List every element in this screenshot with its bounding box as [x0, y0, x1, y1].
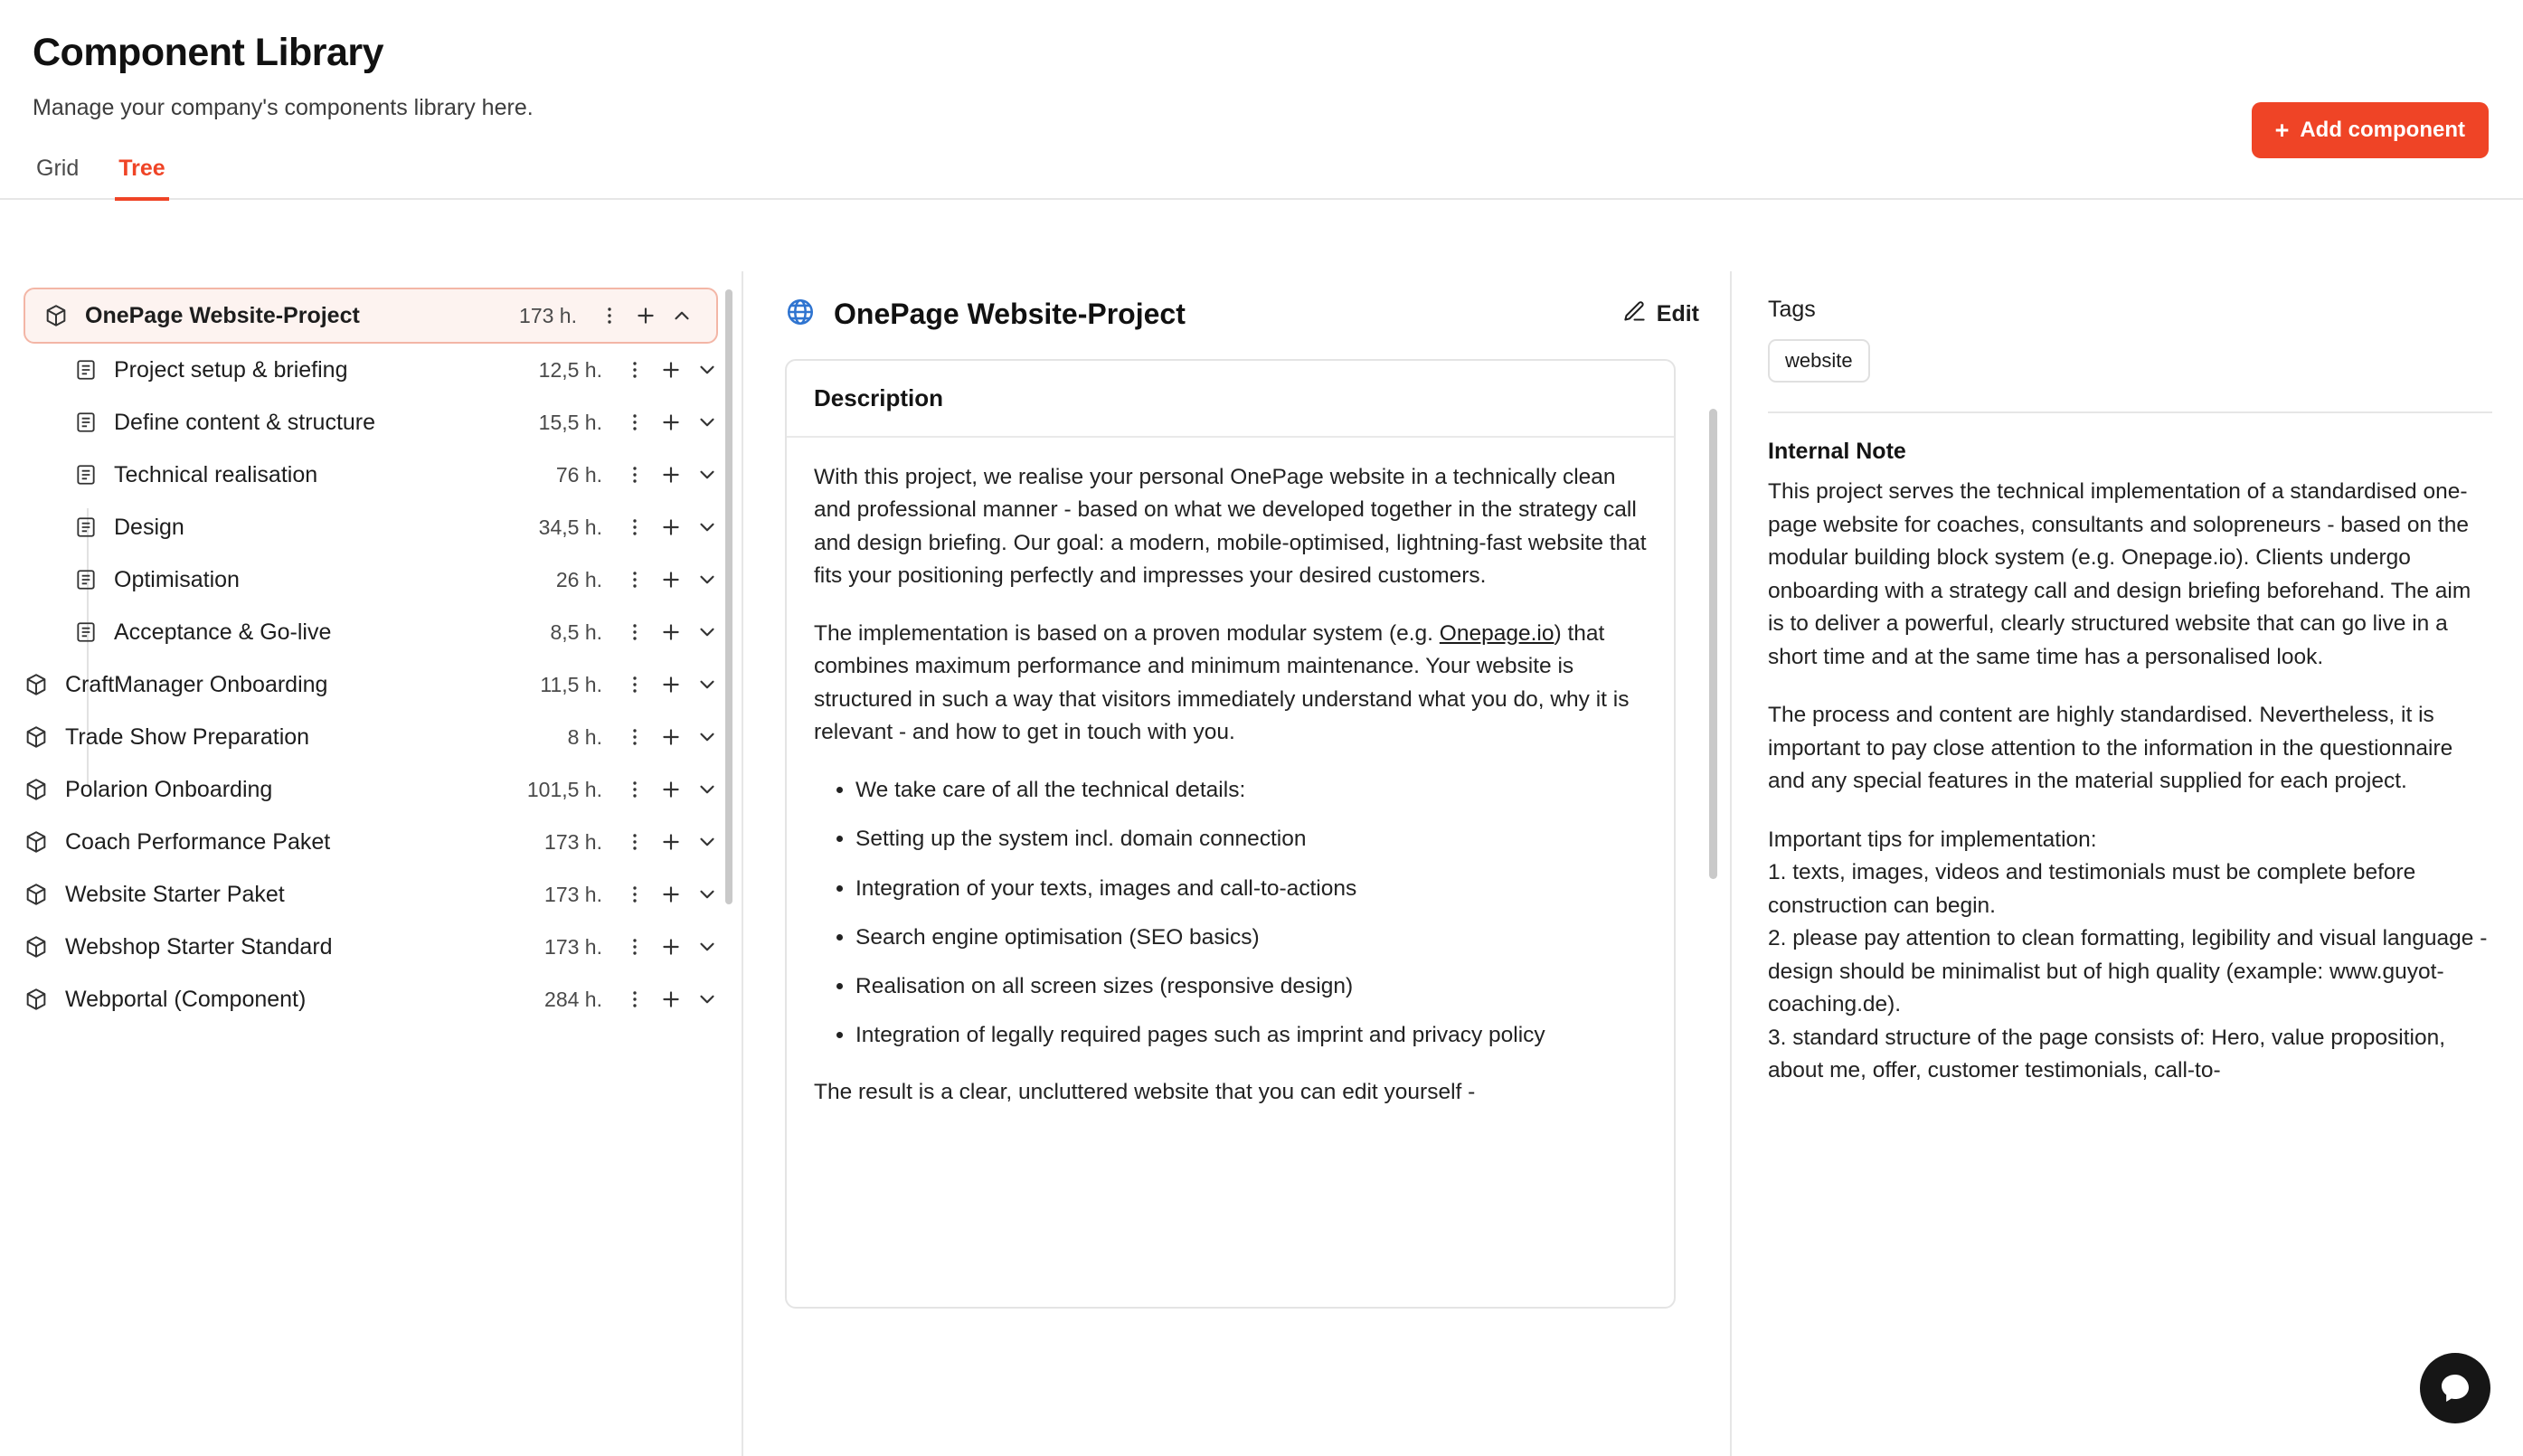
cube-icon — [24, 987, 49, 1012]
add-child-icon[interactable] — [653, 614, 689, 650]
more-options-icon[interactable] — [617, 824, 653, 860]
tree-row-label: Webshop Starter Standard — [65, 933, 333, 960]
meta-divider — [1768, 411, 2492, 413]
tree-row-label: Trade Show Preparation — [65, 723, 310, 750]
tree-row-hours: 11,5 h. — [540, 672, 602, 696]
description-paragraph-2-after: ) that combines maximum performance and minimum maintenance. Your website is structured in such a way that visitors immediately understand what you do, why it is relevant - and how to get in touch with you. — [814, 621, 1630, 744]
detail-header — [785, 297, 1699, 332]
add-component-label: Add component — [2300, 118, 2465, 142]
detail-title: OnePage Website-Project — [834, 298, 1186, 330]
tree-row-label: Polarion Onboarding — [65, 776, 273, 802]
component-detail-panel — [743, 271, 1732, 1456]
edit-button[interactable] — [1622, 299, 1699, 330]
more-options-icon[interactable] — [617, 614, 653, 650]
add-child-icon[interactable] — [653, 981, 689, 1017]
tree-row[interactable] — [0, 711, 742, 763]
tree-row[interactable] — [24, 288, 718, 344]
add-child-icon[interactable] — [653, 509, 689, 545]
chevron-down-icon[interactable] — [689, 562, 725, 598]
chevron-down-icon[interactable] — [689, 824, 725, 860]
add-child-icon[interactable] — [653, 562, 689, 598]
add-child-icon[interactable] — [653, 667, 689, 703]
page-title: Component Library — [33, 31, 384, 74]
chat-bubble-icon[interactable] — [2420, 1353, 2490, 1423]
tree-row[interactable] — [0, 344, 742, 396]
add-child-icon[interactable] — [653, 719, 689, 755]
tree-row-label: Project setup & briefing — [114, 356, 348, 383]
cube-icon — [24, 829, 49, 855]
chevron-down-icon[interactable] — [689, 509, 725, 545]
tree-row-hours: 173 h. — [544, 934, 602, 959]
component-meta-panel — [1732, 271, 2523, 1456]
cube-icon — [24, 672, 49, 697]
tree-row[interactable] — [0, 501, 742, 553]
chevron-down-icon[interactable] — [689, 876, 725, 912]
description-bullet: • Setting up the system incl. domain connection — [855, 823, 1647, 856]
description-bullet: • Integration of legally required pages such as imprint and privacy policy — [855, 1019, 1647, 1052]
more-options-icon[interactable] — [617, 404, 653, 440]
tree-row[interactable] — [0, 658, 742, 711]
more-options-icon[interactable] — [617, 667, 653, 703]
document-icon — [74, 463, 98, 487]
add-child-icon[interactable] — [628, 298, 664, 334]
tree-row[interactable] — [0, 553, 742, 606]
document-icon — [74, 515, 98, 539]
tree-row-label: Webportal (Component) — [65, 986, 307, 1012]
more-options-icon[interactable] — [617, 562, 653, 598]
add-child-icon[interactable] — [653, 404, 689, 440]
description-paragraph-3: The result is a clear, uncluttered website that you can edit yourself - — [814, 1079, 1476, 1104]
chevron-down-icon[interactable] — [689, 929, 725, 965]
tree-scrollbar[interactable] — [725, 289, 732, 904]
tree-row-label: Design — [114, 514, 184, 540]
main-columns — [0, 271, 2523, 1456]
description-card-title: Description — [787, 361, 1674, 438]
chevron-down-icon[interactable] — [689, 457, 725, 493]
cube-icon — [24, 724, 49, 750]
more-options-icon[interactable] — [617, 929, 653, 965]
internal-note-tip-3: 3. standard structure of the page consists of: Hero, value proposition, about me, offer, customer testimonials, call-to- — [1768, 1025, 2446, 1083]
tree-row[interactable] — [0, 816, 742, 868]
tree-row[interactable] — [0, 449, 742, 501]
chevron-down-icon[interactable] — [689, 404, 725, 440]
tree-row[interactable] — [0, 763, 742, 816]
onepage-link[interactable]: Onepage.io — [1439, 621, 1554, 646]
tree-row-hours: 8,5 h. — [550, 619, 602, 644]
internal-note-paragraph-1: This project serves the technical implementation of a standardised one-page website for coaches, consultants and solopreneurs - based on the modular building block system (e.g. Onepage.io). Clients undergo onboarding with a strategy call and design briefing beforehand. The aim is to deliver a powerful, clearly structured website that can go live in a short time and at the same time has a personalised look. — [1768, 479, 2471, 669]
chevron-down-icon[interactable] — [689, 981, 725, 1017]
tab-grid[interactable]: Grid — [36, 156, 80, 181]
view-tabs — [0, 156, 2523, 200]
page-header — [0, 0, 2523, 121]
description-card — [785, 359, 1676, 1309]
chevron-down-icon[interactable] — [689, 771, 725, 808]
tag-chip[interactable]: website — [1768, 339, 1870, 383]
description-bullet: • Integration of your texts, images and call-to-actions — [855, 873, 1647, 905]
cube-icon — [24, 882, 49, 907]
add-child-icon[interactable] — [653, 824, 689, 860]
add-child-icon[interactable] — [653, 352, 689, 388]
page-subtitle: Manage your company's components library here. — [33, 95, 534, 120]
tree-row-label: Technical realisation — [114, 461, 318, 487]
tree-row[interactable] — [0, 606, 742, 658]
document-icon — [74, 568, 98, 591]
tree-row-label: Coach Performance Paket — [65, 828, 331, 855]
tab-tree[interactable]: Tree — [115, 156, 168, 201]
tree-row-hours: 173 h. — [519, 303, 577, 327]
description-paragraph-2 — [814, 618, 1647, 749]
chevron-down-icon[interactable] — [689, 352, 725, 388]
tree-row[interactable] — [0, 868, 742, 921]
chevron-up-icon[interactable] — [664, 298, 700, 334]
component-tree-panel — [0, 271, 743, 1456]
tree-row-hours: 8 h. — [567, 724, 602, 749]
more-options-icon[interactable] — [591, 298, 628, 334]
cube-icon — [43, 303, 69, 328]
globe-icon — [785, 297, 816, 332]
detail-scrollbar[interactable] — [1709, 409, 1717, 879]
chevron-down-icon[interactable] — [689, 614, 725, 650]
tree-row-label: CraftManager Onboarding — [65, 671, 328, 697]
more-options-icon[interactable] — [617, 457, 653, 493]
tree-row-hours: 12,5 h. — [538, 357, 602, 382]
tree-row-hours: 76 h. — [555, 462, 602, 487]
internal-note-tips-intro: Important tips for implementation: — [1768, 827, 2097, 852]
more-options-icon[interactable] — [617, 352, 653, 388]
tree-row[interactable] — [0, 921, 742, 973]
chevron-down-icon[interactable] — [689, 719, 725, 755]
more-options-icon[interactable] — [617, 981, 653, 1017]
tree-row-hours: 173 h. — [544, 882, 602, 906]
tree-row-hours: 26 h. — [555, 567, 602, 591]
tree-row-hours: 34,5 h. — [538, 515, 602, 539]
tree-row-label: Acceptance & Go-live — [114, 619, 332, 645]
document-icon — [74, 620, 98, 644]
tree-row[interactable] — [0, 396, 742, 449]
chevron-down-icon[interactable] — [689, 667, 725, 703]
description-paragraph-2-before: The implementation is based on a proven modular system (e.g. — [814, 621, 1440, 646]
add-child-icon[interactable] — [653, 457, 689, 493]
more-options-icon[interactable] — [617, 771, 653, 808]
document-icon — [74, 411, 98, 434]
tree-row-label: OnePage Website-Project — [85, 302, 360, 328]
tree-list — [0, 288, 742, 1026]
internal-note-tip-1: 1. texts, images, videos and testimonials must be complete before construction can begin. — [1768, 860, 2416, 918]
cube-icon — [24, 777, 49, 802]
plus-icon: + — [2274, 116, 2290, 144]
internal-note-paragraph-2: The process and content are highly standardised. Nevertheless, it is important to pay close attention to the information in the questionnaire and any special features in the material supplied for each project. — [1768, 703, 2453, 793]
tree-row-hours: 15,5 h. — [538, 410, 602, 434]
description-body — [787, 438, 1674, 1109]
edit-label: Edit — [1656, 301, 1699, 326]
more-options-icon[interactable] — [617, 509, 653, 545]
pencil-icon — [1622, 299, 1647, 330]
tree-row-label: Optimisation — [114, 566, 240, 592]
document-icon — [74, 358, 98, 382]
description-bullet: • Realisation on all screen sizes (responsive design) — [855, 970, 1647, 1003]
description-bullet-list — [814, 774, 1647, 1053]
tree-row-label: Website Starter Paket — [65, 881, 285, 907]
add-child-icon[interactable] — [653, 929, 689, 965]
description-bullet: • We take care of all the technical details: — [855, 774, 1647, 807]
tree-row-label: Define content & structure — [114, 409, 376, 435]
add-child-icon[interactable] — [653, 876, 689, 912]
tree-row[interactable] — [0, 973, 742, 1026]
tags-label: Tags — [1768, 297, 1816, 322]
internal-note-tip-2: 2. please pay attention to clean formatting, legibility and visual language - design should be minimalist but of high quality (example: www.guyot-coaching.de). — [1768, 926, 2488, 1016]
description-bullet: • Search engine optimisation (SEO basics) — [855, 922, 1647, 954]
description-paragraph-1: With this project, we realise your personal OnePage website in a technically clean and professional manner - based on what we developed together in the strategy call and design briefing. Our goal: a modern, mobile-optimised, lightning-fast website that fits your positioning perfectly and impresses your desired customers. — [814, 465, 1647, 588]
more-options-icon[interactable] — [617, 876, 653, 912]
tree-row-hours: 284 h. — [544, 987, 602, 1011]
tree-row-hours: 173 h. — [544, 829, 602, 854]
tree-row-hours: 101,5 h. — [526, 777, 602, 801]
cube-icon — [24, 934, 49, 960]
internal-note-label: Internal Note — [1768, 439, 1906, 464]
more-options-icon[interactable] — [617, 719, 653, 755]
add-child-icon[interactable] — [653, 771, 689, 808]
add-component-button[interactable] — [2252, 102, 2489, 158]
